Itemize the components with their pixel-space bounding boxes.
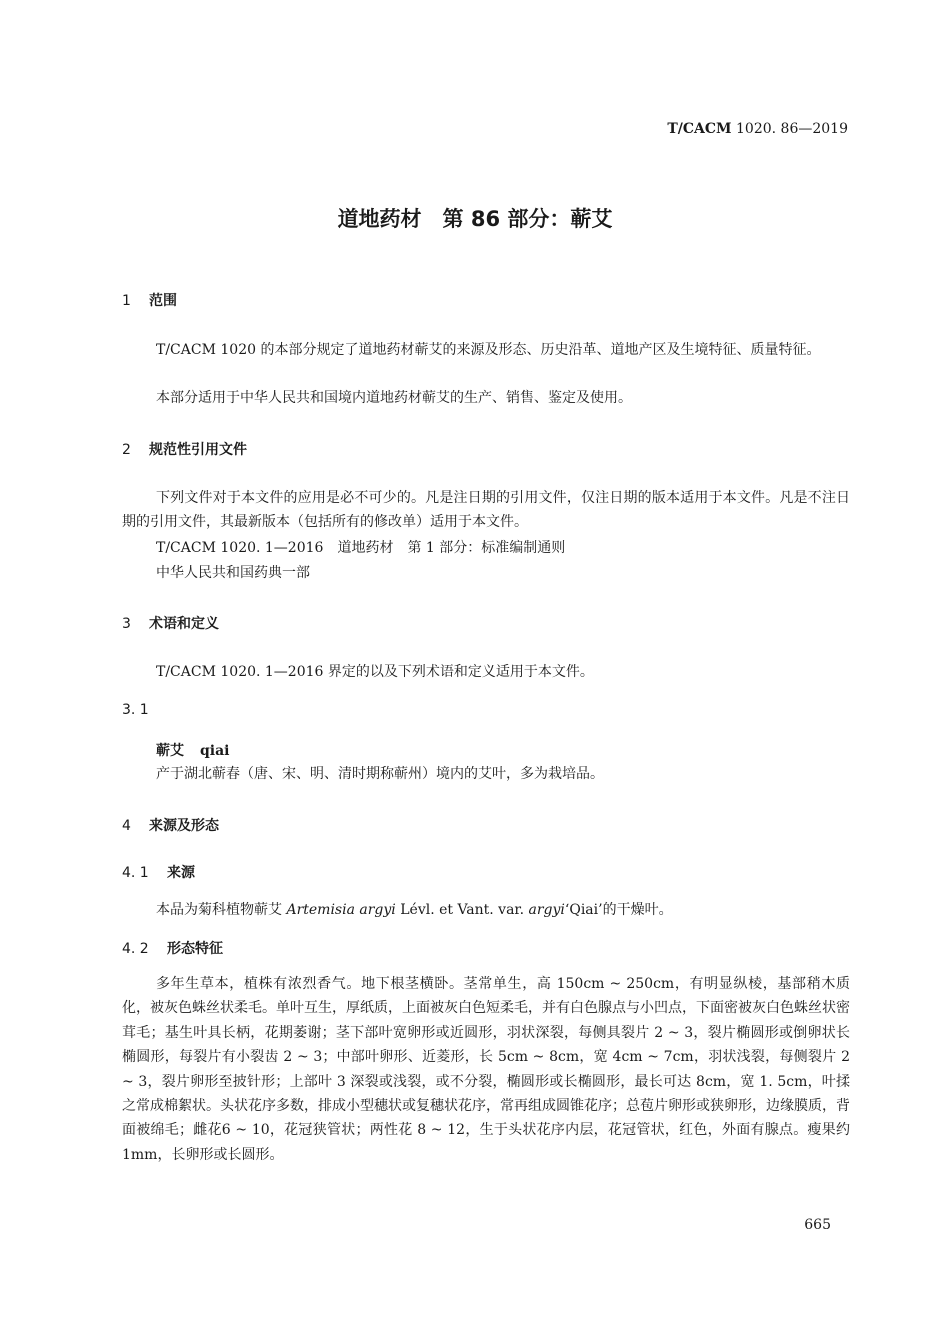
reference-1: T/CACM 1020. 1—2016 道地药材 第 1 部分：标准编制通则: [156, 540, 566, 556]
section-1-paragraph-1: T/CACM 1020 的本部分规定了道地药材蕲艾的来源及形态、历史沿革、道地产区及生境特征、质量特征。: [156, 342, 821, 358]
section-1-heading: [122, 290, 177, 310]
section-title: 规范性引用文件: [149, 442, 247, 458]
section-number: 1: [122, 293, 131, 309]
reference-2: 中华人民共和国药典一部: [156, 565, 310, 581]
section-2-heading: [122, 439, 247, 459]
morphology-paragraph: 多年生草本，植株有浓烈香气。地下根茎横卧。茎常单生，高 150cm ~ 250cm，有明显纵棱，基部稍木质化，被灰色蛛丝状柔毛。单叶互生，厚纸质，上面被灰白色短柔毛，并有白色腺点与小凹点，下面密被灰白色蛛丝状密茸毛；基生叶具长柄，花期萎谢；茎下部叶宽卵形或近圆形，羽状深裂，每侧具裂片 2 ~ 3，裂片椭圆形或倒卵状长椭圆形，每裂片有小裂齿 2 ~ 3；中部叶卵形、近菱形，长 5cm ~ 8cm，宽 4cm ~ 7cm，羽状浅裂，每侧裂片 2 ~ 3，裂片卵形至披针形；上部叶 3 深裂或浅裂，或不分裂，椭圆形或长椭圆形，最长可达 8cm，宽 1. 5cm，叶揉之常成棉絮状。头状花序多数，排成小型穗状或复穗状花序，常再组成圆锥花序；总苞片卵形或狭卵形，边缘膜质，背面被绵毛；雌花6 ~ 10，花冠狭管状；两性花 8 ~ 12，生于头状花序内层，花冠管状，红色，外面有腺点。瘦果约 1mm，长卵形或长圆形。: [122, 976, 850, 1163]
page-number: 665: [804, 1217, 831, 1233]
subsection-number: 4. 1: [122, 865, 149, 881]
source-text-mid: Lévl. et Vant. var.: [395, 902, 529, 918]
section-2-paragraph-1: 下列文件对于本文件的应用是必不可少的。凡是注日期的引用文件，仅注日期的版本适用于本文件。凡是不注日期的引用文件，其最新版本（包括所有的修改单）适用于本文件。: [122, 490, 850, 531]
subsection-number: 4. 2: [122, 941, 149, 957]
source-variety: argyi: [528, 902, 565, 918]
subsection-number: 3. 1: [122, 702, 149, 718]
subsection-4-1-heading: [122, 862, 195, 882]
subsection-title: 形态特征: [167, 941, 223, 957]
subsection-title: 来源: [167, 865, 195, 881]
source-text-pre: 本品为菊科植物蕲艾: [156, 902, 287, 918]
standard-code-prefix: T/CACM: [667, 121, 732, 137]
section-title: 术语和定义: [149, 616, 219, 632]
source-paragraph: [156, 898, 673, 922]
section-4-heading: [122, 815, 219, 835]
source-genus: Artemisia argyi: [286, 902, 396, 918]
standard-code-number: 1020. 86—2019: [736, 121, 848, 137]
subsection-4-2-heading: [122, 938, 223, 958]
section-number: 4: [122, 818, 131, 834]
section-title: 来源及形态: [149, 818, 219, 834]
section-1-paragraph-2: 本部分适用于中华人民共和国境内道地药材蕲艾的生产、销售、鉴定及使用。: [156, 390, 632, 406]
term-name: 蕲艾: [156, 743, 184, 759]
section-3-heading: [122, 613, 219, 633]
section-number: 2: [122, 442, 131, 458]
standard-code: [667, 121, 848, 137]
section-title: 范围: [149, 293, 177, 309]
term-definition: 产于湖北蕲春（唐、宋、明、清时期称蕲州）境内的艾叶，多为栽培品。: [156, 766, 604, 782]
subsection-3-1-number: [122, 702, 167, 718]
source-text-post: ‘Qiai’的干燥叶。: [564, 902, 673, 918]
document-title: 道地药材 第 86 部分：蕲艾: [337, 207, 613, 231]
term-entry: [156, 740, 230, 760]
section-3-paragraph-1: T/CACM 1020. 1—2016 界定的以及下列术语和定义适用于本文件。: [156, 664, 594, 680]
section-number: 3: [122, 616, 131, 632]
term-pinyin: qiai: [200, 743, 230, 759]
